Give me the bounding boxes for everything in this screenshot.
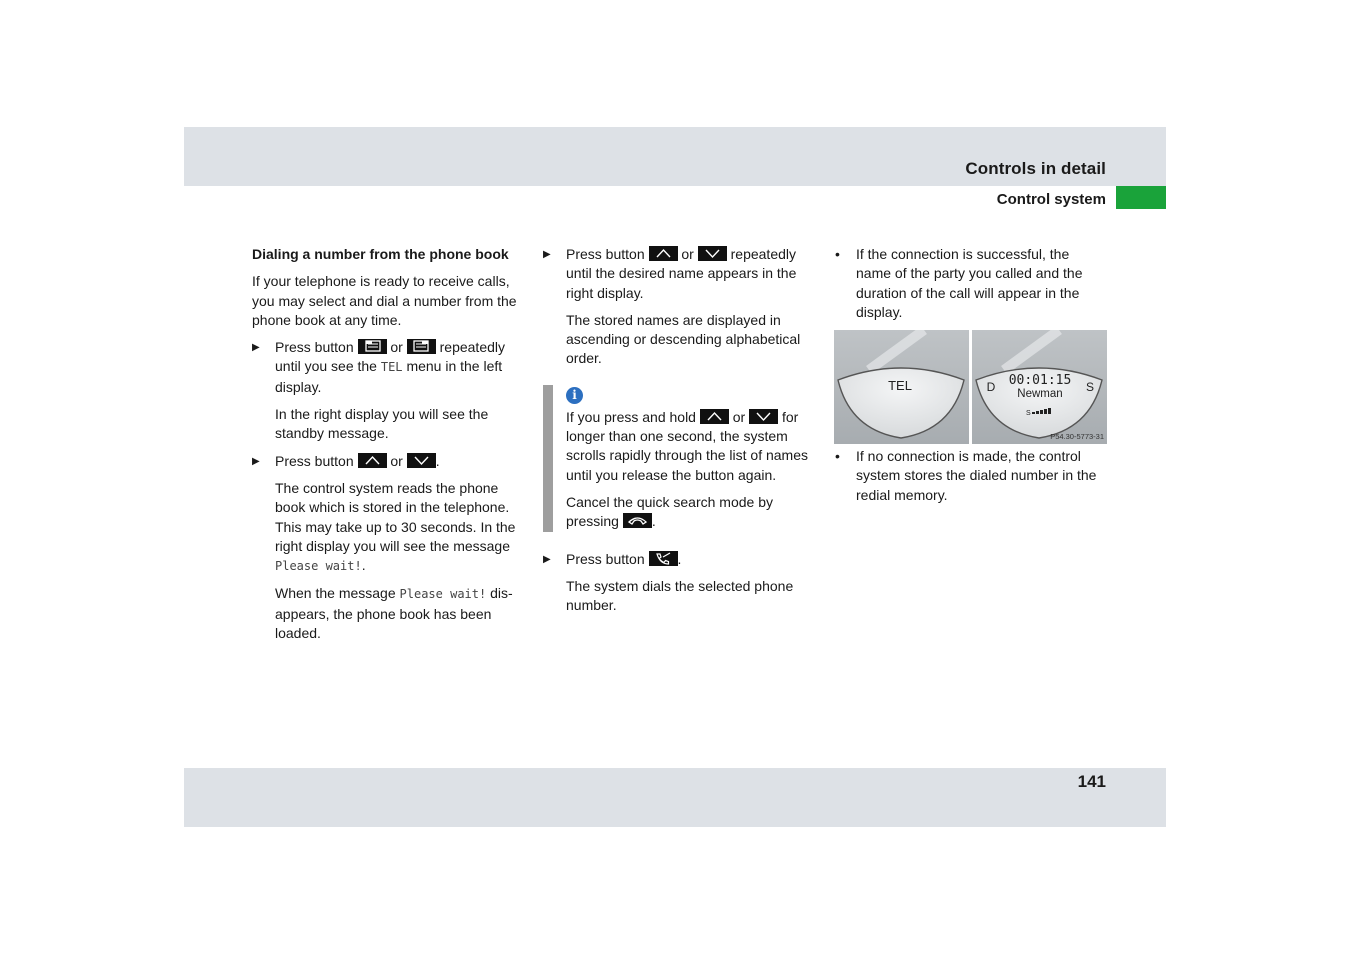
step-3-note: The stored names are displayed in ascending or descending alphabetical order. xyxy=(566,311,801,367)
scroll-up-icon xyxy=(649,246,678,261)
info-bar xyxy=(543,385,553,532)
bullet-dot-icon: • xyxy=(835,448,840,464)
end-call-icon xyxy=(623,513,652,528)
footer-band xyxy=(184,768,1166,827)
scroll-up-icon xyxy=(358,453,387,468)
page-number: 141 xyxy=(1077,772,1106,791)
left-display-text: TEL xyxy=(888,378,912,393)
section-subtitle: Control system xyxy=(996,191,1106,208)
column-3 xyxy=(834,245,1108,330)
step-2-note-2: When the message Please wait! dis-appears, the phone book has been loaded. xyxy=(275,585,513,642)
bullet-dot-icon: • xyxy=(835,246,840,262)
step-arrow-icon: ▶ xyxy=(252,455,260,467)
column-2 xyxy=(543,245,818,623)
step-arrow-icon: ▶ xyxy=(543,249,551,260)
scroll-down-icon xyxy=(407,453,436,468)
send-call-icon xyxy=(649,551,678,566)
step-3: ▶ Press button or repeatedly until the desired name appears in the right display. xyxy=(543,246,797,301)
section-tab-marker xyxy=(1116,186,1166,209)
figure-code: P54.30-5773-31 xyxy=(1050,432,1104,441)
step-4: ▶ Press button . xyxy=(543,550,818,569)
step-1: ▶ Press button or repeatedly until you see the TEL menu in the left display. xyxy=(252,339,506,395)
call-duration: 00:01:15 xyxy=(1008,373,1072,388)
caller-name: Newman xyxy=(1017,388,1063,400)
info-icon: i xyxy=(566,387,583,404)
intro-paragraph: If your telephone is ready to receive calls, you may select and dial a number from the phone book at any time. xyxy=(252,273,517,328)
column-3-lower xyxy=(834,447,1108,513)
right-display-right-letter: S xyxy=(1085,380,1095,394)
menu-forward-icon xyxy=(358,339,387,354)
step-arrow-icon: ▶ xyxy=(543,553,551,565)
step-2: ▶ Press button or . xyxy=(252,452,527,471)
step-2-note: The control system reads the phone book which is stored in the telephone. This may take up to 30 seconds. In the right display you will see the message Please wait!. xyxy=(275,479,516,574)
info-text: If you press and hold or for longer than one second, the system scrolls rapidly through the list of names until you release the button again. xyxy=(566,408,808,483)
scroll-up-icon xyxy=(700,409,729,424)
info-box xyxy=(543,385,818,532)
svg-text:S: S xyxy=(1026,410,1031,417)
step-4-note: The system dials the selected phone number. xyxy=(566,577,794,614)
section-title: Controls in detail xyxy=(965,159,1106,178)
bullet-no-connection: • If no connection is made, the control system stores the dialed number in the redial memory. xyxy=(835,448,1097,503)
display-photo xyxy=(834,330,1107,444)
column-1 xyxy=(252,245,527,651)
bullet-connection-success: • If the connection is successful, the name of the party you called and the duration of the call will appear in the display. xyxy=(835,246,1083,320)
scroll-down-icon xyxy=(749,409,778,424)
step-1-note: In the right display you will see the standby message. xyxy=(275,406,489,442)
scroll-down-icon xyxy=(698,246,727,261)
section-heading: Dialing a number from the phone book xyxy=(252,246,509,262)
menu-back-icon xyxy=(407,339,436,354)
step-arrow-icon: ▶ xyxy=(252,342,260,354)
info-cancel-text: Cancel the quick search mode by pressing . xyxy=(566,493,773,530)
right-display-left-letter: D xyxy=(986,380,996,394)
